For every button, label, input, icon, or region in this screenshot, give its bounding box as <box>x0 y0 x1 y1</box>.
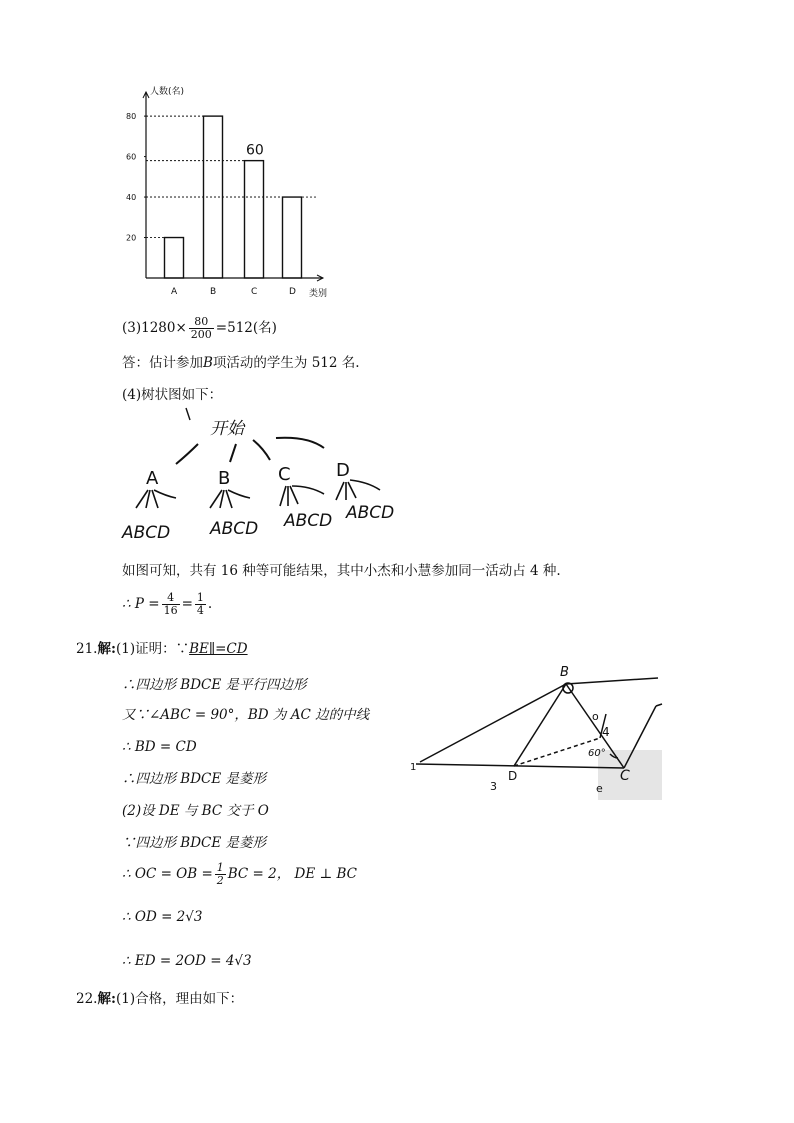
bar-c <box>245 161 264 278</box>
q21-line7: ∵四边形 BDCE 是菱形 <box>122 835 267 851</box>
prob-fraction-2: $\frac{1}{4}$ <box>196 591 204 617</box>
tree-node-d: D <box>336 460 350 481</box>
bar-chart <box>118 86 348 306</box>
q21-line3: 又∵∠ABC = 90°，BD 为 AC 边的中线 <box>122 707 370 723</box>
q21-line8: ∴ OC = OB = $\frac{1}{2}$ BC = 2， DE ⊥ BC <box>122 861 357 887</box>
x-tick-label: C <box>251 287 258 297</box>
prob-fraction-1: $\frac{4}{16}$ <box>163 591 178 617</box>
tree-root-label: 开始 <box>210 419 244 439</box>
bar-a <box>165 238 184 278</box>
tree-leaves-d: ABCD <box>346 503 395 523</box>
x-tick-label: B <box>210 287 217 297</box>
x-axis-label: 类别 <box>309 289 328 299</box>
tree-leaves-a: ABCD <box>122 523 171 543</box>
q21-line6: (2)设 DE 与 BC 交于 O <box>122 803 269 819</box>
tree-node-b: B <box>218 468 231 489</box>
label-c: C <box>620 768 630 784</box>
label-left2: 1 <box>410 762 417 773</box>
label-d: D <box>508 769 518 783</box>
y-tick-label: 40 <box>126 193 137 203</box>
label-angle: 60° <box>588 748 606 759</box>
half-fraction: $\frac{1}{2}$ <box>216 861 224 887</box>
q21-line2: ∴四边形 BDCE 是平行四边形 <box>122 677 307 693</box>
tree-diagram <box>118 404 418 544</box>
part3-fraction: $\frac{80}{200}$ <box>190 315 212 341</box>
x-tick-label: D <box>289 287 296 297</box>
label-o: o <box>592 710 599 723</box>
y-axis-label: 人数(名) <box>150 87 185 97</box>
annotation-60: 60 <box>246 142 264 159</box>
q21-line10: ∴ ED = 2OD = 4√3 <box>122 953 252 969</box>
part3-answer: 答：估计参加B项活动的学生为 512 名. <box>122 355 360 371</box>
y-tick-label: 20 <box>126 233 137 243</box>
q21-line4: ∴ BD = CD <box>122 739 197 755</box>
label-four: 4 <box>602 725 610 739</box>
part4-probability: ∴ P = $\frac{4}{16}$ = $\frac{1}{4}$ . <box>122 591 213 617</box>
tree-leaves-b: ABCD <box>210 519 259 539</box>
label-left: 3 <box>490 780 497 793</box>
q21-header: 21.解:(1)证明：∵BE∥=CD <box>76 641 248 657</box>
bar-d <box>283 197 302 278</box>
tree-node-c: C <box>278 464 291 485</box>
geometry-figure <box>410 660 662 800</box>
q21-line5: ∴四边形 BDCE 是菱形 <box>122 771 267 787</box>
y-tick-label: 60 <box>126 152 137 162</box>
label-b: B <box>560 665 569 680</box>
label-right: e <box>596 782 603 795</box>
part4-intro: (4)树状图如下： <box>122 387 223 403</box>
x-tick-label: A <box>171 287 178 297</box>
q22-header: 22.解:(1)合格，理由如下： <box>76 991 244 1007</box>
tree-leaves-c: ABCD <box>284 511 333 531</box>
part3-calc: (3)1280× $\frac{80}{200}$ =512(名) <box>122 315 277 341</box>
part4-conclusion: 如图可知，共有 16 种等可能结果，其中小杰和小慧参加同一活动占 4 种. <box>122 563 561 579</box>
y-tick-label: 80 <box>126 112 137 122</box>
q21-line9: ∴ OD = 2√3 <box>122 909 203 925</box>
tree-node-a: A <box>146 468 159 489</box>
